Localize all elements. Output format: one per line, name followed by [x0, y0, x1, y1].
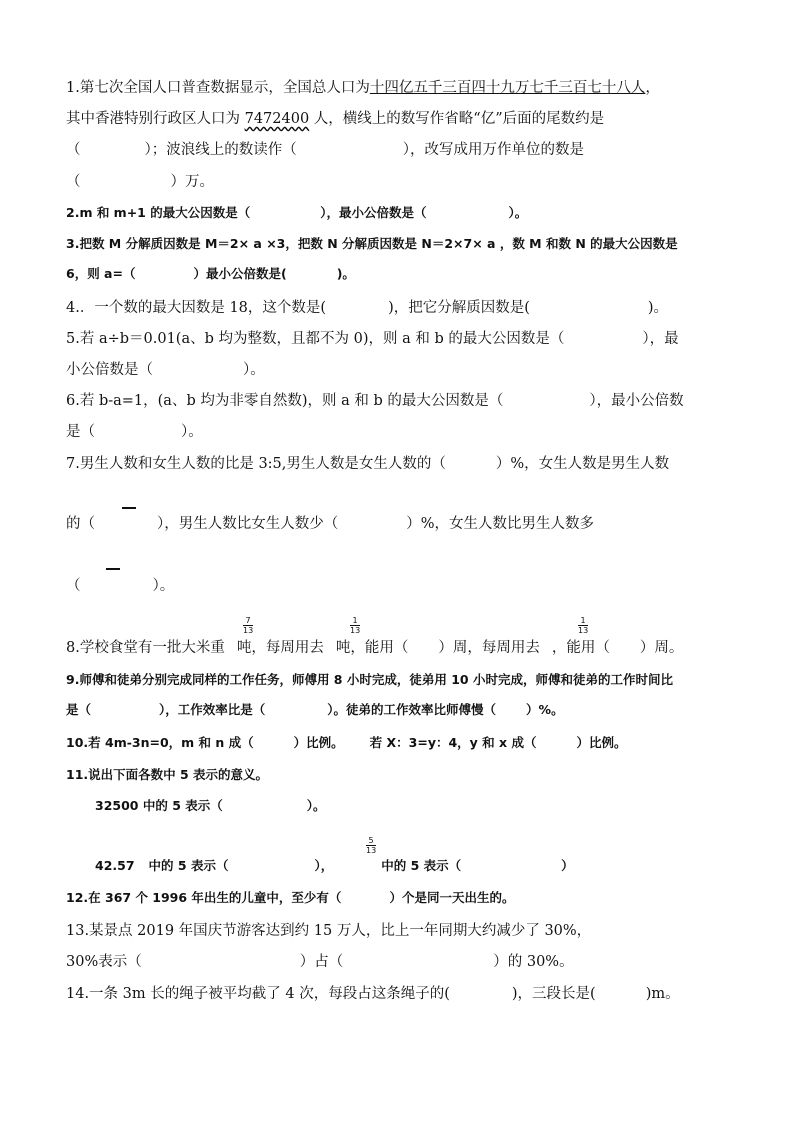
- q5-text: 5.若 a÷b＝0.01(a、b 均为整数，且都不为 0)，则 a 和 b 的最大公因数是（: [66, 331, 565, 347]
- q1-blank-open: （: [66, 174, 81, 190]
- q1-text: ）；波浪线上的数读作（: [144, 142, 297, 158]
- q6-text: ）。: [181, 424, 203, 440]
- q8-text: 吨，每周用去: [236, 640, 324, 656]
- q14-text: )，三段长是(: [511, 986, 596, 1002]
- q9-text: 是（: [66, 702, 92, 717]
- q1-line2: [66, 107, 604, 128]
- q7-text: 7.男生人数和女生人数的比是 3:5,男生人数是女生人数的（: [66, 456, 446, 472]
- frac-num: 5: [368, 836, 374, 845]
- q13-line1: [66, 919, 591, 940]
- q7-text: （: [66, 578, 81, 594]
- q7-line2: [66, 512, 594, 533]
- q1-line1: [66, 76, 660, 97]
- q8-text: ）周，每周用去: [438, 640, 540, 656]
- q3-text: 6，则 a=（: [66, 266, 136, 281]
- q7-text: ）%，女生人数是男生人数: [495, 456, 670, 472]
- q1-underlined-number: 十四亿五千三百四十九万七千三百七十八人: [369, 80, 646, 96]
- q6-text: 6.若 b-a=1，(a、b 均为非零自然数)，则 a 和 b 的最大公因数是（: [66, 393, 504, 409]
- q4-text: 4.．一个数的最大因数是 18，这个数是(: [66, 300, 327, 316]
- q9-text: ）%。: [526, 702, 564, 717]
- q3-text: ）最小公倍数是(: [193, 266, 287, 281]
- frac-den: 13: [366, 846, 377, 855]
- q4-text: )，把它分解质因数是(: [388, 300, 530, 316]
- q6-line2: [66, 420, 203, 441]
- q8-text: 吨，能用（: [335, 640, 409, 656]
- q13-text: ）的 30%。: [493, 954, 574, 970]
- q1-line4: [66, 170, 214, 191]
- q7-text: 的（: [66, 516, 95, 532]
- q7-fraction-bar-1: [122, 507, 136, 509]
- frac-num: 1: [580, 616, 586, 625]
- q1-line3: [66, 138, 584, 159]
- q1-wavy-number: 7472400: [244, 111, 310, 127]
- q11-text: ）: [561, 858, 574, 873]
- q9-text: 9.师傅和徒弟分别完成同样的工作任务，师傅用 8 小时完成，徒弟用 10 小时完成，师傅和徒弟的工作时间比: [66, 672, 673, 687]
- frac-den: 13: [578, 626, 589, 635]
- q8-text: 8.学校食堂有一批大米重: [66, 640, 225, 656]
- q9-line2: [66, 700, 564, 718]
- q9-line1: [66, 670, 673, 688]
- q7-text: ）。: [152, 578, 175, 594]
- q12-text: ）个是同一天出生的。: [389, 890, 515, 905]
- q11-text: ）。: [306, 798, 326, 813]
- q5-line1: [66, 327, 679, 348]
- q5-text: 小公倍数是（: [66, 362, 153, 378]
- q11-title: [66, 765, 268, 783]
- q13-text: ）占（: [299, 954, 344, 970]
- q9-text: ），工作效率比是（: [159, 702, 266, 717]
- q2-line: [66, 203, 527, 221]
- q7-line3: [66, 574, 174, 595]
- q7-fraction-bar-2: [106, 568, 120, 570]
- q3-line1: [66, 234, 678, 252]
- q2-text: ）。: [508, 205, 528, 220]
- q10-text: ）比例。: [293, 735, 344, 750]
- q5-line2: [66, 358, 265, 379]
- frac-den: 13: [350, 626, 361, 635]
- q3-line2: [66, 264, 355, 282]
- q2-text: ），最小公倍数是（: [320, 205, 427, 220]
- frac-num: 1: [352, 616, 358, 625]
- q1-text: 其中香港特别行政区人口为: [66, 111, 245, 127]
- q8-fraction-1-13-a: [350, 616, 360, 635]
- q6-text: ），最小公倍数: [589, 393, 684, 409]
- q7-text: ），男生人数比女生人数少（: [157, 516, 339, 532]
- q13-text: 13.某景点 2019 年国庆节游客达到约 15 万人，比上一年同期大约减少了 30%，: [66, 923, 592, 939]
- q12-line: [66, 888, 514, 906]
- q11-text: 32500 中的 5 表示（: [95, 798, 223, 813]
- q11-text: ），: [314, 858, 334, 873]
- q8-line: [66, 636, 683, 657]
- q13-text: 30%表示（: [66, 954, 142, 970]
- q8-text: ，能用（: [551, 640, 610, 656]
- q1-text: ），改写成用万作单位的数是: [402, 142, 584, 158]
- q4-text: )。: [647, 300, 669, 316]
- q8-fraction-7-13: [243, 616, 253, 635]
- q14-text: 14.一条 3m 长的绳子被平均截了 4 次，每段占这条绳子的(: [66, 986, 450, 1002]
- q8-fraction-1-13-b: [578, 616, 588, 635]
- q1-text-end: ，: [645, 80, 660, 96]
- q9-text: ）。徒弟的工作效率比师傅慢（: [327, 702, 497, 717]
- frac-den: 13: [243, 626, 254, 635]
- q4-line: [66, 296, 668, 317]
- q2-text: 2.m 和 m+1 的最大公因数是（: [66, 205, 251, 220]
- q7-text: ）%，女生人数比男生人数多: [406, 516, 595, 532]
- q11-row2: [95, 856, 574, 874]
- q10-line: [66, 733, 626, 751]
- q11-text: 中的 5 表示（: [381, 858, 462, 873]
- frac-num: 7: [245, 616, 251, 625]
- q10-text: 10.若 4m-3n=0，m 和 n 成（: [66, 735, 254, 750]
- q14-line: [66, 982, 680, 1003]
- q12-text: 12.在 367 个 1996 年出生的儿童中，至少有（: [66, 890, 342, 905]
- q10-text: 若 X：3=y：4，y 和 x 成（: [369, 735, 537, 750]
- q1-text: 人，横线上的数写作省略“亿”后面的尾数约是: [309, 111, 605, 127]
- q3-text: )。: [336, 266, 355, 281]
- q5-text: ），最: [642, 331, 679, 347]
- q11-fraction-5-13: [366, 836, 376, 855]
- q5-text: ）。: [243, 362, 265, 378]
- q8-text: ）周。: [639, 640, 684, 656]
- q11-text: 中的 5 表示（: [148, 858, 229, 873]
- q11-text: 11.说出下面各数中 5 表示的意义。: [66, 767, 269, 782]
- q10-text: ）比例。: [576, 735, 627, 750]
- q11-row1: [95, 796, 326, 814]
- q1-blank-open: （: [66, 142, 81, 158]
- q14-text: )m。: [645, 986, 680, 1002]
- q3-text: 3.把数 M 分解质因数是 M＝2× a ×3，把数 N 分解质因数是 N＝2×7× a ，数 M 和数 N 的最大公因数是: [66, 236, 678, 251]
- q13-line2: [66, 950, 574, 971]
- q1-text: 1.第七次全国人口普查数据显示，全国总人口为: [66, 80, 370, 96]
- q7-line1: [66, 452, 669, 473]
- q11-text: 42.57: [95, 858, 135, 873]
- q6-text: 是（: [66, 424, 95, 440]
- q6-line1: [66, 389, 684, 410]
- q1-text: ）万。: [170, 174, 214, 190]
